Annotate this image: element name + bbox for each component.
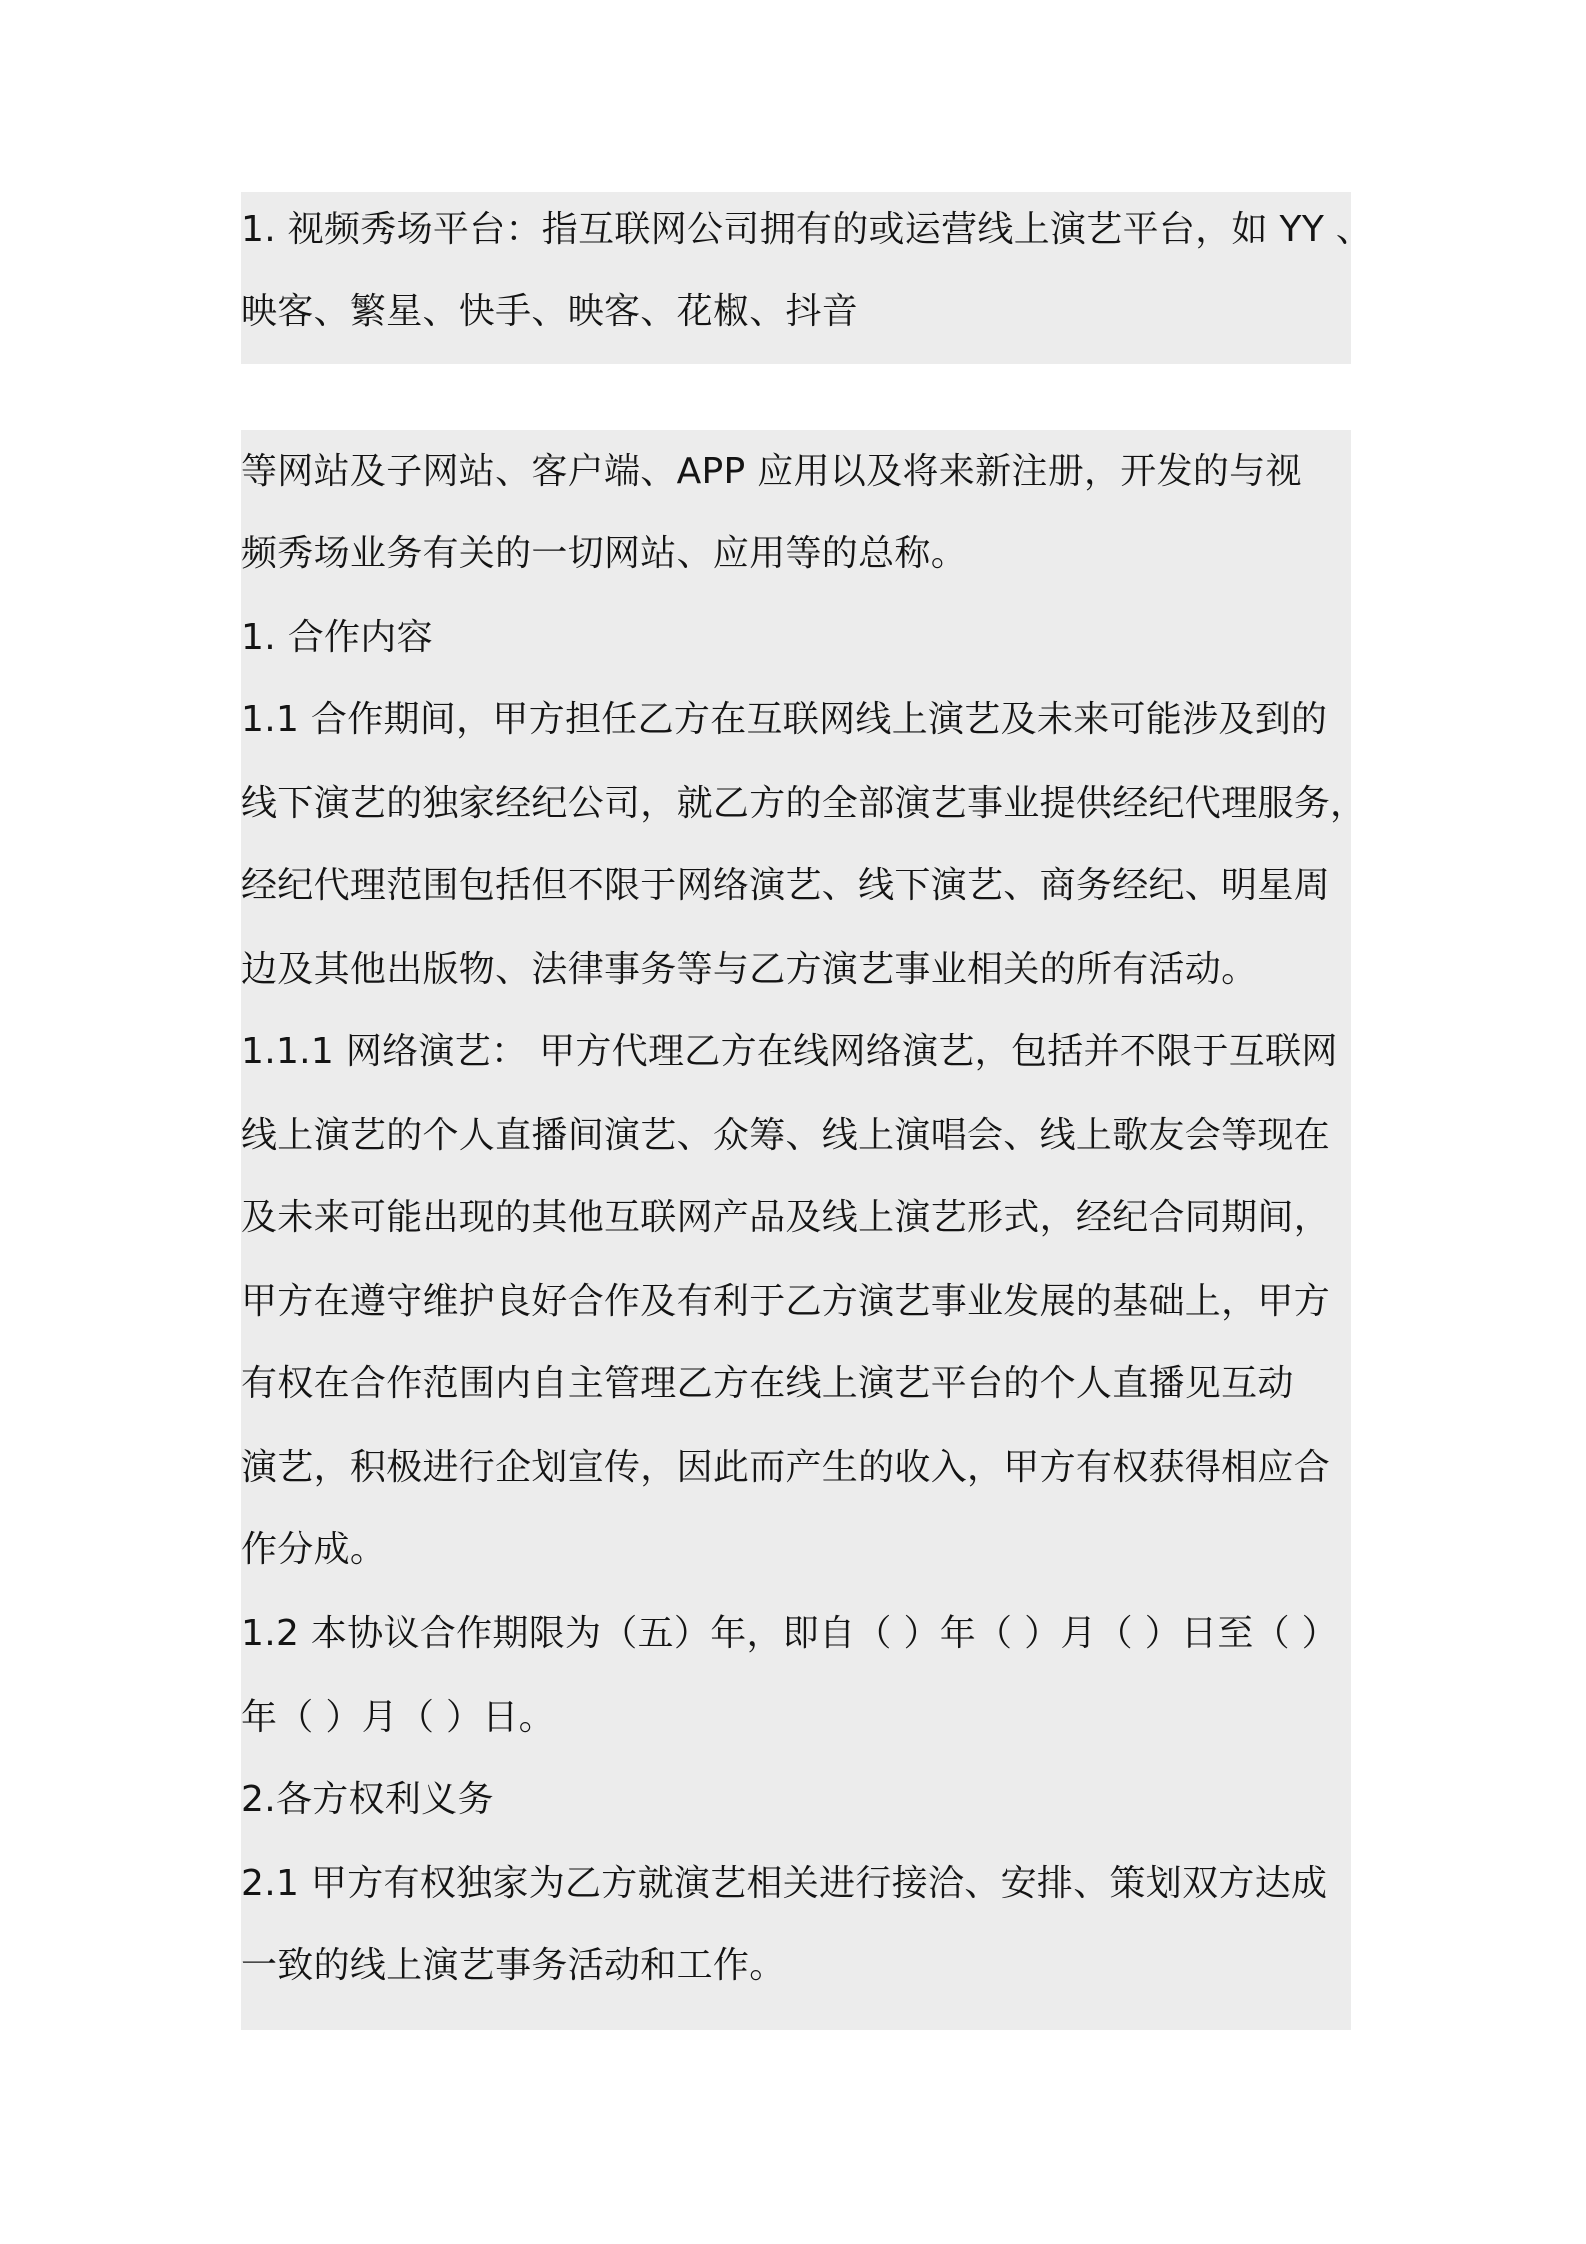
text-line: 边及其他出版物、法律事务等与乙方演艺事业相关的所有活动。 [241,949,1258,990]
text-line: 作分成。 [241,1529,387,1570]
text-line: 频秀场业务有关的一切网站、应用等的总称。 [241,533,968,574]
text-line: 甲方在遵守维护良好合作及有利于乙方演艺事业发展的基础上，甲方 [241,1281,1331,1322]
text-line: 等网站及子网站、客户端、APP 应用以及将来新注册，开发的与视 [241,451,1302,492]
text-line: 映客、繁星、快手、映客、花椒、抖音 [241,291,859,332]
text-line: 线下演艺的独家经纪公司，就乙方的全部演艺事业提供经纪代理服务， [241,783,1367,824]
text-block-contract-body [241,430,1367,2030]
text-line: 线上演艺的个人直播间演艺、众筹、线上演唱会、线上歌友会等现在 [241,1115,1331,1156]
text-line: 年（ ）月（ ）日。 [241,1697,555,1738]
text-line: 一致的线上演艺事务活动和工作。 [241,1945,786,1986]
text-line: 2.1 甲方有权独家为乙方就演艺相关进行接洽、安排、策划双方达成 [241,1863,1328,1904]
text-line: 及未来可能出现的其他互联网产品及线上演艺形式，经纪合同期间， [241,1197,1331,1238]
section-heading: 2.各方权利义务 [241,1779,494,1820]
text-line: 经纪代理范围包括但不限于网络演艺、线下演艺、商务经纪、明星周 [241,865,1331,906]
text-line: 有权在合作范围内自主管理乙方在线上演艺平台的个人直播见互动 [241,1363,1294,1404]
text-line: 1. 视频秀场平台：指互联网公司拥有的或运营线上演艺平台，如 YY 、 [241,209,1373,250]
text-line: 演艺，积极进行企划宣传，因此而产生的收入，甲方有权获得相应合 [241,1447,1331,1488]
text-line: 1.1.1 网络演艺： 甲方代理乙方在线网络演艺，包括并不限于互联网 [241,1031,1338,1072]
text-line: 1.2 本协议合作期限为（五）年，即自（ ）年（ ）月（ ）日至（ ） [241,1613,1338,1654]
text-block-platform-definition [241,192,1373,364]
section-heading: 1. 合作内容 [241,617,433,658]
text-line: 1.1 合作期间，甲方担任乙方在互联网线上演艺及未来可能涉及到的 [241,699,1328,740]
